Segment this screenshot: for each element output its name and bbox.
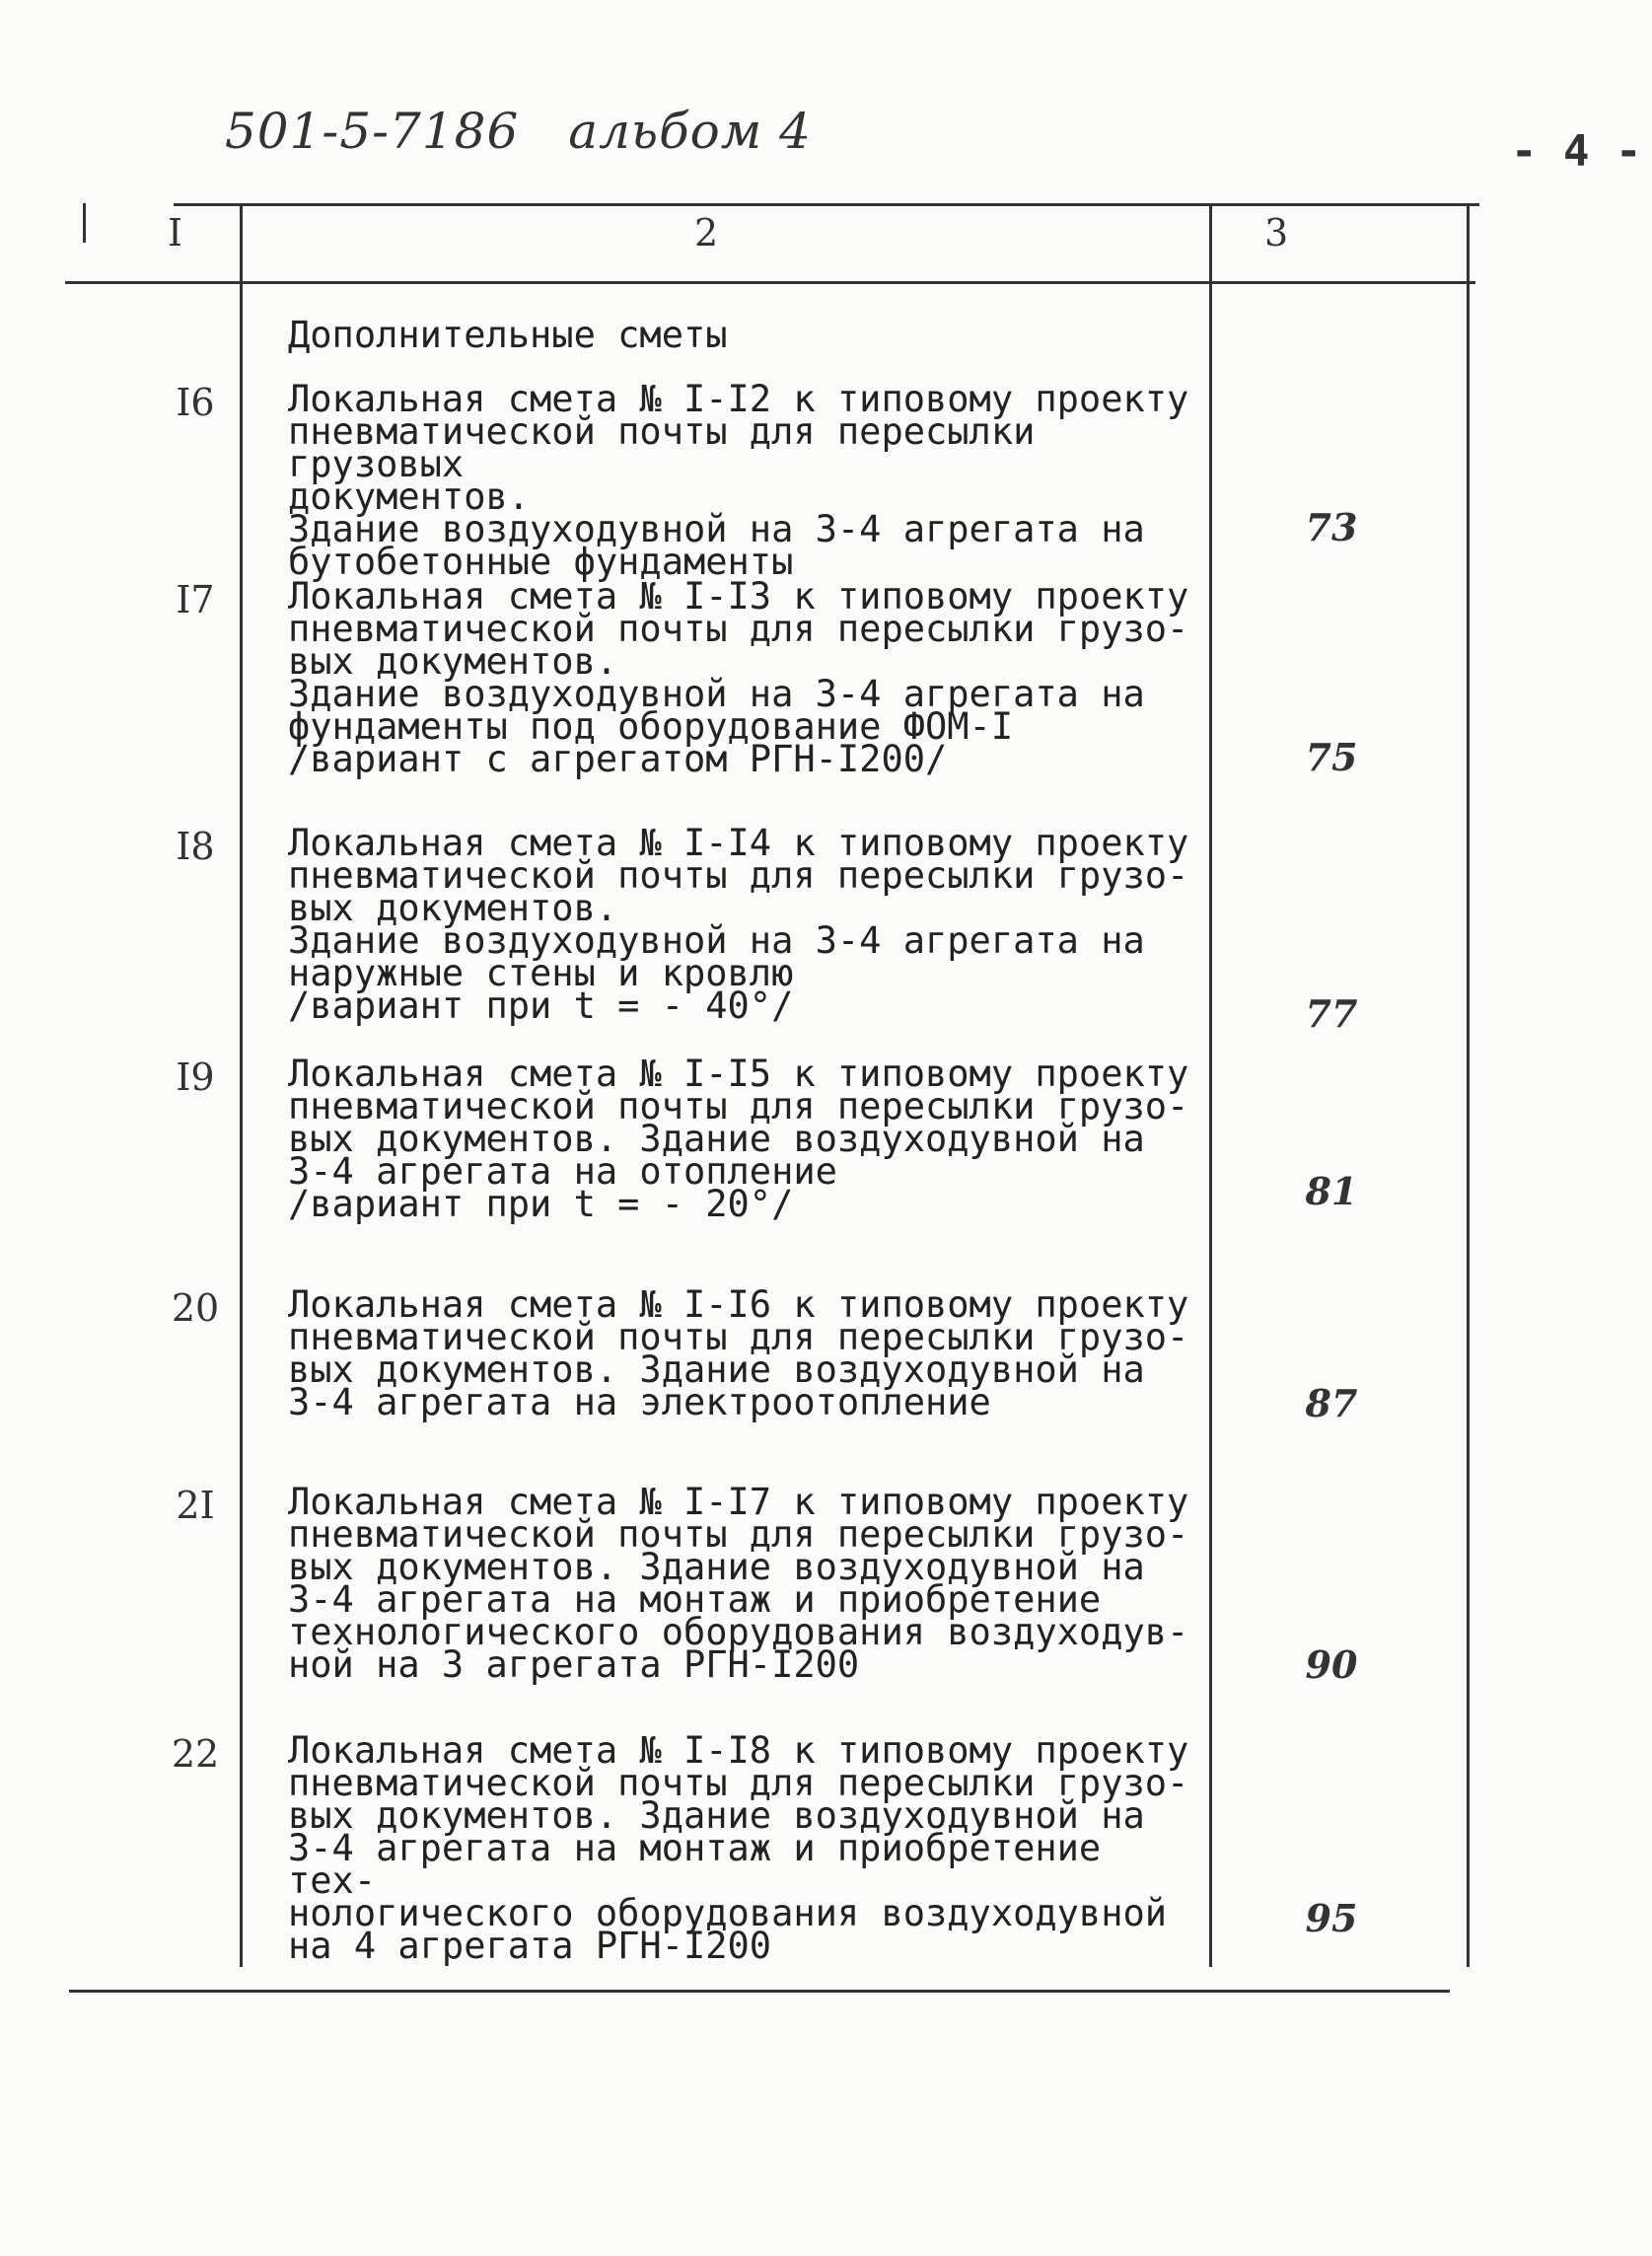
column-divider-2 (1209, 203, 1212, 1967)
row-page: 95 (1305, 1896, 1358, 1940)
row-description: Локальная смета № I-I4 к типовому проекту пневматической почты для пересылки грузо- вых документов. Здание воздуходувной на 3-4 агрегата на наружные стены и кровлю /вариант при t = - 40°/ (288, 822, 1189, 1027)
row-page: 81 (1305, 1169, 1358, 1213)
row-description: Локальная смета № I-I7 к типовому проекту пневматической почты для пересылки грузо- вых документов. Здание воздуходувной на 3-4 агрегата на монтаж и приобретение технологического оборудования воздуходув- ной на 3 агрегата РГН-I200 (288, 1481, 1189, 1686)
row-number: 2I (176, 1484, 215, 1527)
row-number: I9 (176, 1055, 215, 1099)
table-top-border (174, 203, 1479, 206)
table-left-mark (83, 203, 86, 243)
document-code-number: 501-5-7186 (225, 103, 520, 160)
row-page: 90 (1305, 1642, 1358, 1687)
column-header-1: I (168, 211, 183, 255)
column-divider-3 (1467, 203, 1470, 1967)
row-description: Локальная смета № I-I2 к типовому проекту пневматической почты для пересылки грузовых документов. Здание воздуходувной на 3-4 агрегата на бутобетонные фундаменты (288, 378, 1189, 583)
column-header-2: 2 (694, 211, 719, 255)
album-label: альбом 4 (568, 103, 812, 160)
row-page: 87 (1305, 1381, 1358, 1425)
row-number: I6 (176, 381, 215, 424)
row-description: Локальная смета № I-I6 к типовому проекту пневматической почты для пересылки грузо- вых документов. Здание воздуходувной на 3-4 агрегата на электроотопление (288, 1283, 1189, 1423)
row-number: I7 (176, 578, 215, 621)
row-page: 73 (1305, 505, 1358, 549)
column-divider-1 (240, 203, 243, 1967)
row-description: Локальная смета № I-I8 к типовому проекту пневматической почты для пересылки грузо- вых документов. Здание воздуходувной на 3-4 агрегата на монтаж и приобретение тех- нологического оборудования воздуходувной на 4 агрегата РГН-I200 (288, 1729, 1189, 1967)
section-title: Дополнительные сметы (288, 314, 728, 356)
header-bottom-border (65, 281, 1475, 284)
row-page: 75 (1305, 735, 1358, 779)
page-number: - 4 - (1511, 126, 1642, 177)
row-description: Локальная смета № I-I3 к типовому проекту пневматической почты для пересылки грузо- вых документов. Здание воздуходувной на 3-4 агрегата на фундаменты под оборудование ФОМ-I /вариант с агрегатом РГН-I200/ (288, 575, 1189, 780)
row-description: Локальная смета № I-I5 к типовому проекту пневматической почты для пересылки грузо- вых документов. Здание воздуходувной на 3-4 агрегата на отопление /вариант при t = - 20°/ (288, 1053, 1189, 1225)
table-bottom-border (69, 1990, 1450, 1993)
row-page: 77 (1305, 991, 1358, 1036)
row-number: 20 (171, 1286, 220, 1330)
column-header-3: 3 (1264, 211, 1289, 255)
row-number: I8 (176, 825, 215, 868)
document-code (225, 103, 812, 160)
row-number: 22 (171, 1732, 220, 1776)
